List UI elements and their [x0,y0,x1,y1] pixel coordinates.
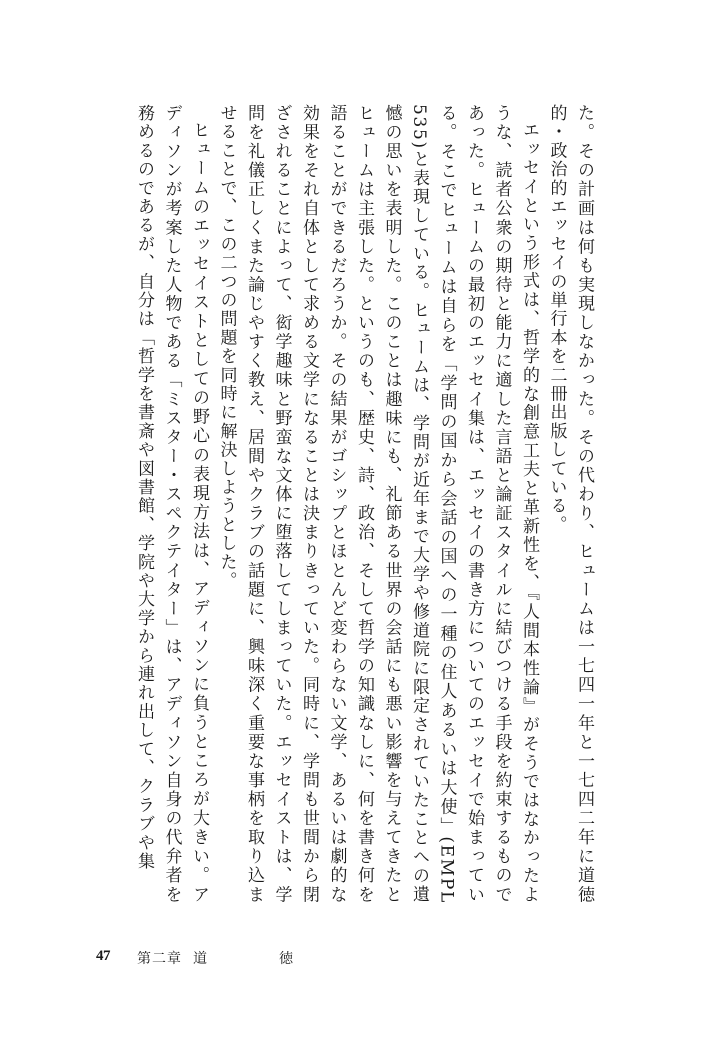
page-number: 47 [96,948,110,964]
chapter-title-char-2: 徳 [279,951,293,967]
chapter-label: 第二章 [137,951,182,967]
page-footer [0,948,713,972]
paragraph-1: た。その計画は何も実現しなかった。その代わり、ヒュームは一七四一年と一七四二年に道徳的・政治的エッセイの単行本を二冊出版している。 [546,104,594,904]
paragraph-3: ヒュームのエッセイストとしての野心の表現方法は、アディソンに負うところが大きい。アディソンが考案した人物である「ミスター・スペクテイター」は、アディソン自身の代弁者を務めるのであるが、自分は「哲学を書斎や図書館、学院や大学から連れ出して、クラブや集 [134,104,209,904]
paragraph-2: エッセイという形式は、哲学的な創意工夫と革新性を、『人間本性論』がそうではなかったような、読者公衆の期待と能力に適した言語と論証スタイルに結びつける手段を約束するものであった。ヒュームの最初のエッセイ集は、エッセイの書き方についてのエッセイで始まっている。そこでヒュームは自らを「学問の国から会話の国への一種の住人あるいは大使」(EMPL 535)と表現している。ヒュームは、学問が近年まで大学や修道院に限定されていたことへの遺憾の思いを表明した。このことは趣味にも、礼節ある世界の会話にも悪い影響を与えてきたとヒュームは主張した。というのも、歴史、詩、政治、そして哲学の知識なしに、何を書き何を語ることができるだろうか。その結果がゴシップとほとんど変わらない文学、あるいは劇的な効果をそれ自体として求める文学になることは決まりきっていた。同時に、学問も世間から閉ざされることによって、衒学趣味と野蛮な文体に堕落してしまっていた。エッセイストは、学問を礼儀正しくまた論じやすく教え、居間やクラブの話題に、興味深く重要な事柄を取り込ませることで、この二つの問題を同時に解決しようとした。 [216,104,539,904]
chapter-title-char-1: 道 [193,951,207,967]
chapter-title [193,948,293,968]
vertical-body-text [97,104,597,904]
